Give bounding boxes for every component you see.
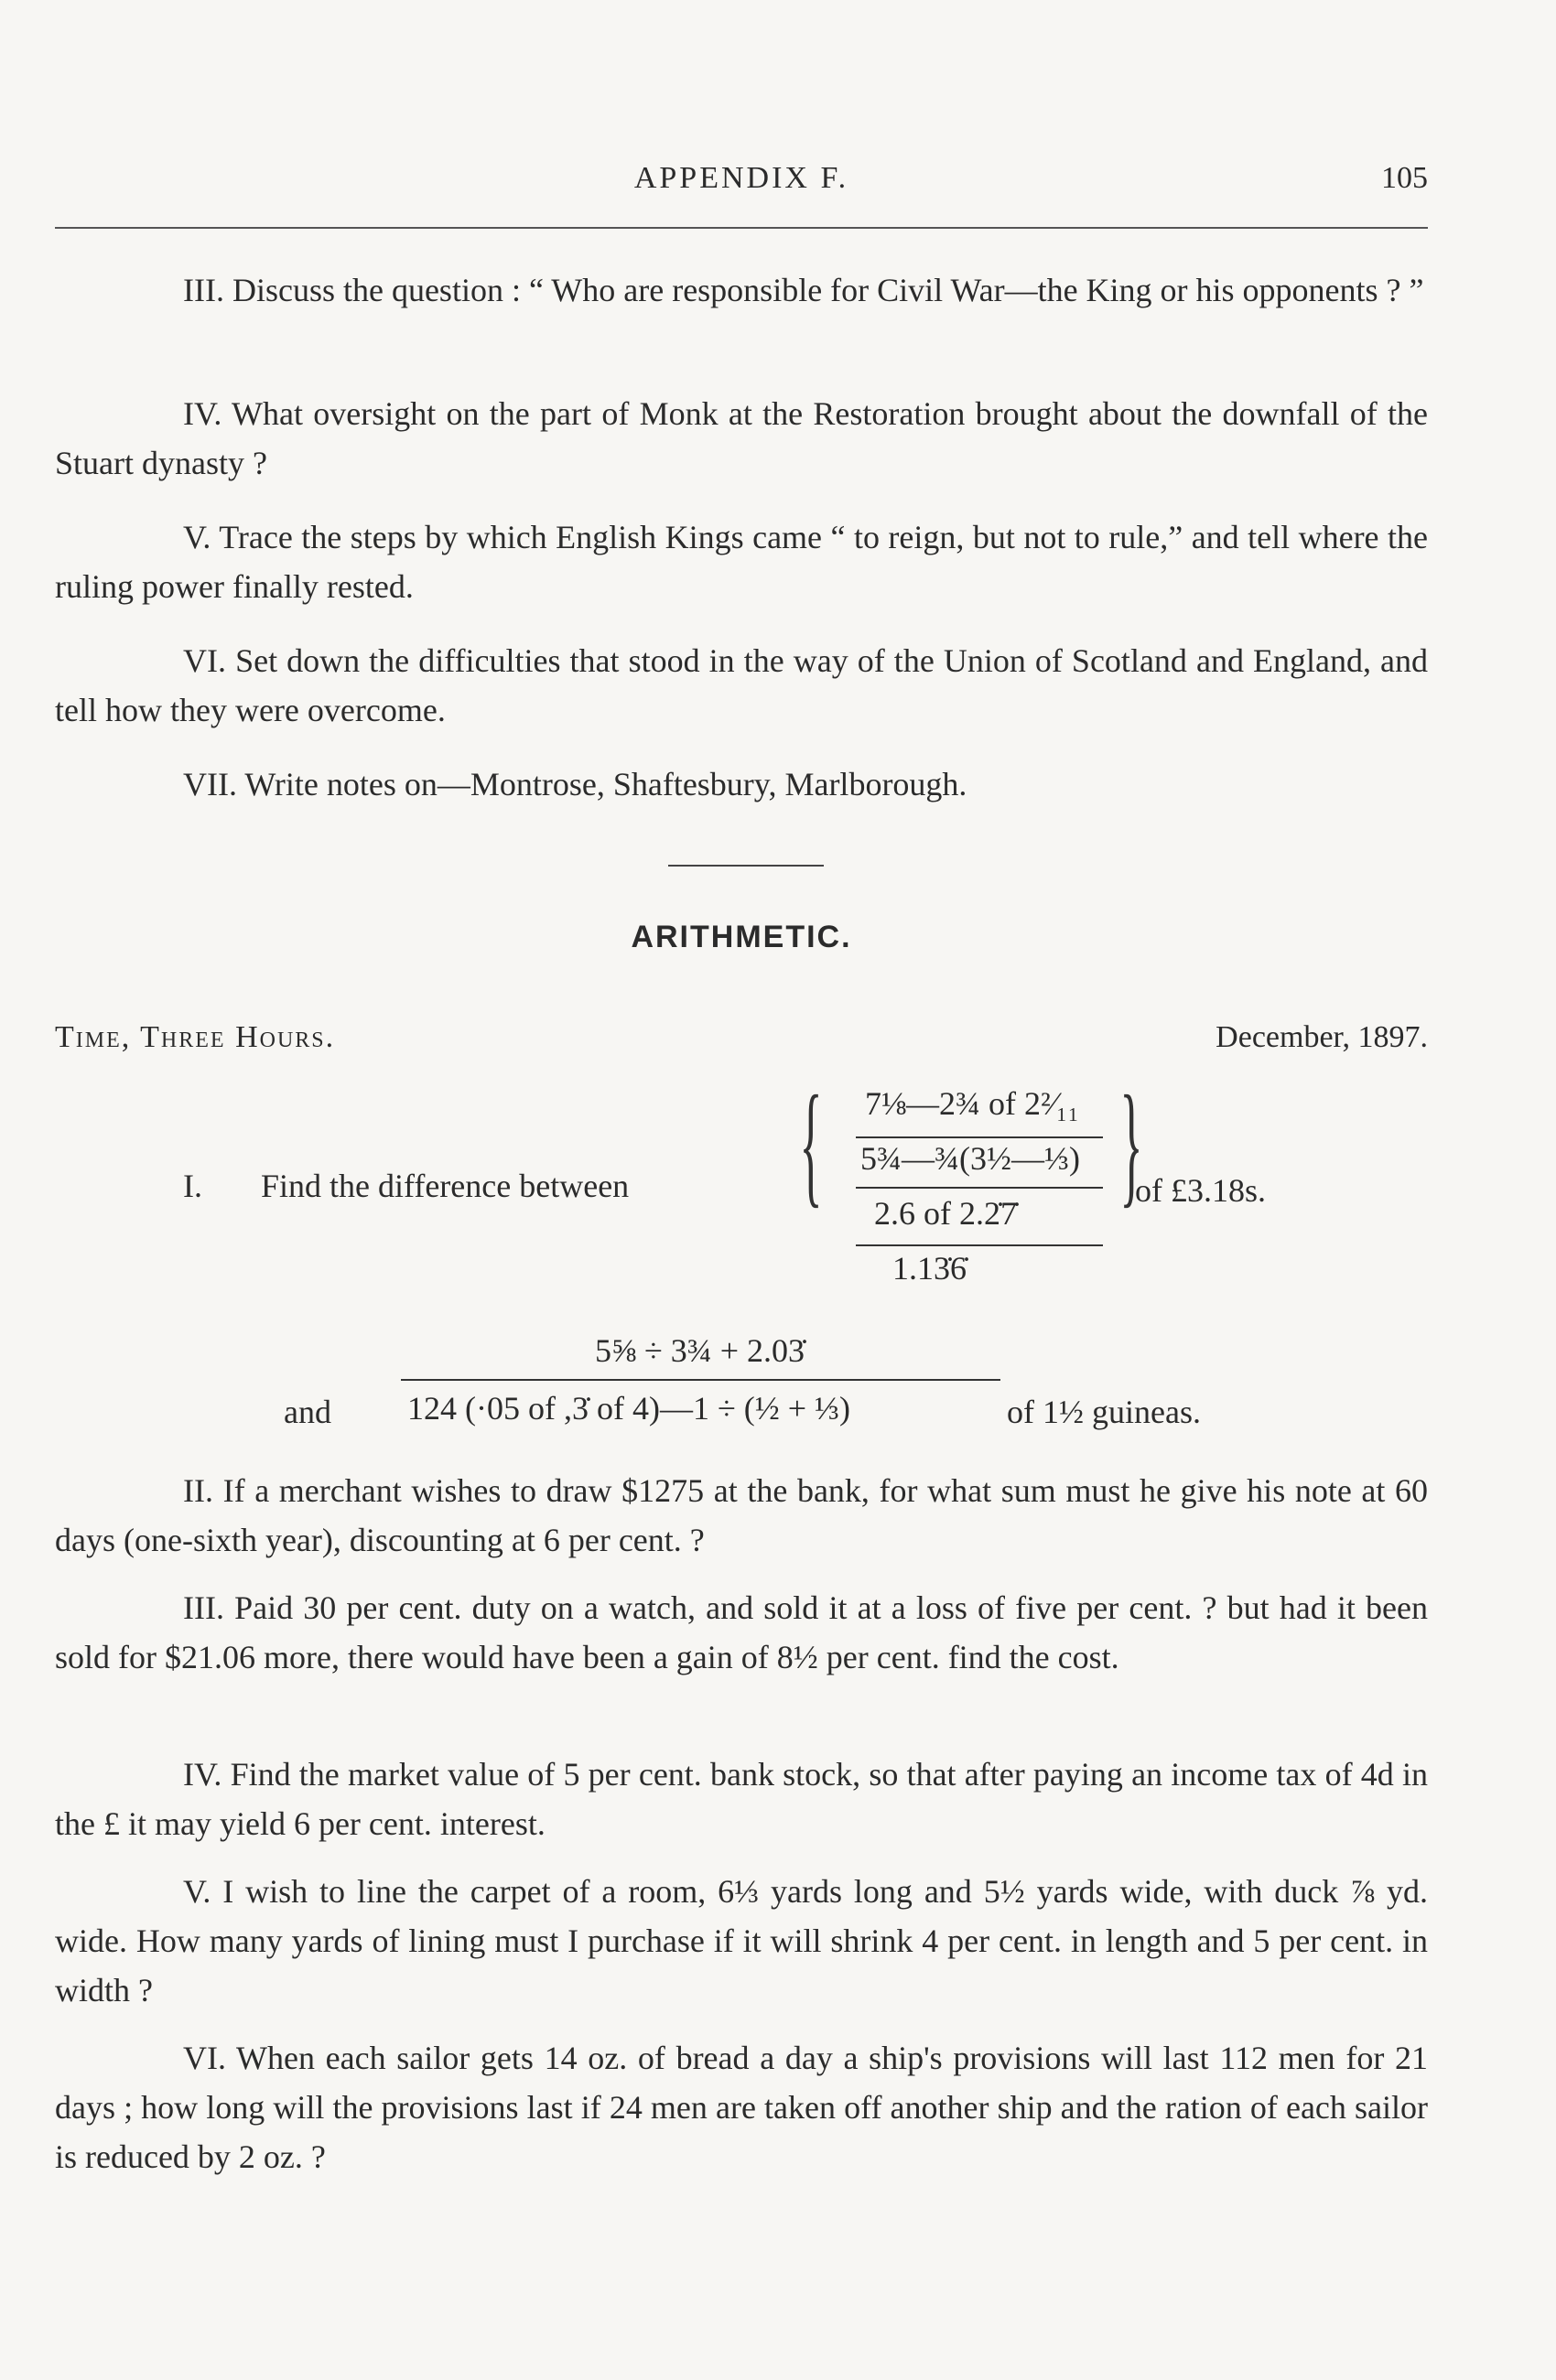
question-text: Set down the difficulties that stood in the way of the Union of Scotland and England, and tell how they were overcome. [55, 642, 1429, 728]
expression-denominator: 124 (·05 of ,3̇ of 4)—1 ÷ (½ + ⅓) [407, 1390, 850, 1427]
question-number: VI. [183, 642, 226, 679]
page-header [55, 154, 1428, 209]
exam-meta [55, 1020, 1428, 1066]
fraction-row-1: 7⅛—2¾ of 2²⁄₁₁ [865, 1085, 1079, 1122]
fraction-bar [856, 1187, 1103, 1189]
exam-date: December, 1897. [1216, 1020, 1428, 1054]
question-number: I. [183, 1168, 202, 1204]
expression-tail: of 1½ guineas. [1007, 1394, 1201, 1430]
expression-numerator: 5⅝ ÷ 3¾ + 2.03̇ [595, 1332, 805, 1369]
arith-question-ii [55, 1466, 1428, 1565]
left-brace: { [799, 1068, 823, 1220]
question-text: Trace the steps by which English Kings came “ to reign, but not to rule,” and tell where the ruling power finally rested. [55, 519, 1428, 605]
history-question-iii [55, 265, 1428, 315]
question-text: If a merchant wishes to draw $1275 at the bank, for what sum must he give his note at 60 days (one-sixth year), discounting at 6 per cent. ? [55, 1472, 1429, 1558]
question-number: VII. [183, 766, 237, 802]
question-number: III. [183, 272, 224, 308]
question-text: Paid 30 per cent. duty on a watch, and sold it at a loss of five per cent. ? but had it been sold for $21.06 more, there would have been a gain of 8½ per cent. find the cost. [55, 1589, 1428, 1675]
question-number: IV. [183, 1756, 222, 1793]
fraction-bar [401, 1379, 1000, 1381]
section-divider [668, 865, 824, 867]
question-text: Find the market value of 5 per cent. bank stock, so that after paying an income tax of 4d in the £ it may yield 6 per cent. interest. [55, 1756, 1428, 1842]
question-number: V. [183, 1873, 211, 1910]
question-text: What oversight on the part of Monk at the Restoration brought about the downfall of the Stuart dynasty ? [55, 395, 1428, 481]
question-number: III. [183, 1589, 224, 1626]
question-text: Discuss the question : “ Who are responsible for Civil War—the King or his opponents ? ” [232, 272, 1424, 308]
history-question-vi [55, 636, 1428, 735]
question-lead: Find the difference between [261, 1168, 630, 1204]
question-text: Write notes on—Montrose, Shaftesbury, Marlborough. [244, 766, 967, 802]
fraction-row-4: 1.13̇6̇ [892, 1250, 967, 1287]
history-question-vii [55, 759, 1428, 809]
question-number: IV. [183, 395, 222, 432]
arith-question-iii [55, 1583, 1428, 1682]
amount-text: of £3.18s. [1135, 1172, 1266, 1209]
question-text: I wish to line the carpet of a room, 6⅓ yards long and 5½ yards wide, with duck ⅞ yd. wide. How many yards of lining must I purchase if it will shrink 4 per cent. in length and 5 per cent. in width ? [55, 1873, 1428, 2008]
running-head: APPENDIX F. [633, 161, 849, 195]
fraction-bar [856, 1136, 1103, 1138]
arith-question-iv [55, 1750, 1428, 1848]
fraction-row-3: 2.6 of 2.2̇7̇ [874, 1195, 1017, 1232]
question-number: II. [183, 1472, 213, 1509]
right-brace: } [1119, 1068, 1143, 1220]
question-text: When each sailor gets 14 oz. of bread a day a ship's provisions will last 112 men for 21 days ; how long will the provisions last if 24 men are taken off another ship and the ration of each sailor is reduced by 2 oz. ? [55, 2040, 1428, 2175]
question-number: V. [183, 519, 211, 555]
arith-question-v [55, 1867, 1428, 2015]
header-rule [55, 227, 1428, 229]
page-number: 105 [1381, 161, 1428, 195]
fraction-row-2: 5¾—¾(3½—⅓) [860, 1140, 1080, 1177]
arith-question-vi [55, 2033, 1428, 2181]
history-question-iv [55, 389, 1428, 488]
history-question-v [55, 512, 1428, 611]
question-number: VI. [183, 2040, 226, 2076]
fraction-bar [856, 1244, 1103, 1246]
and-text: and [284, 1394, 331, 1430]
section-title: ARITHMETIC. [631, 920, 852, 954]
page [55, 0, 1428, 2380]
exam-time: Time, Three Hours. [55, 1020, 336, 1054]
